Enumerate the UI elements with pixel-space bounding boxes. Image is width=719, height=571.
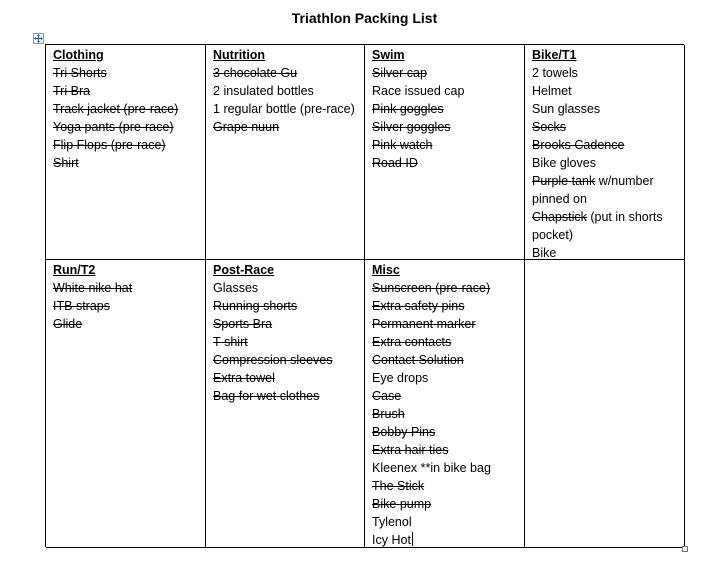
packing-item-text: Running shorts [213,299,298,313]
packing-item [372,441,520,459]
packing-item [213,118,360,136]
packing-item-text: Race issued cap [372,84,465,98]
table-cell[interactable] [365,45,525,260]
packing-item-text: Sun glasses [532,102,601,116]
packing-item [372,82,520,100]
packing-item [53,64,201,82]
packing-item-text: The Stick [372,479,425,493]
column-heading: Bike/T1 [532,48,577,62]
packing-item-text: Bike pump [372,497,432,511]
packing-item [53,154,201,172]
table-cell[interactable] [365,260,525,548]
packing-item [372,477,520,495]
spellcheck-word: Chapstick [532,210,587,224]
packing-item-text: Sunscreen (pre-race) [372,281,491,295]
table-cell[interactable] [525,45,685,260]
packing-item-text: Socks [532,120,567,134]
packing-item [53,100,201,118]
column-heading: Post-Race [213,263,275,277]
spellcheck-word: nike [88,281,112,295]
packing-item [532,118,680,136]
table-cell[interactable] [525,260,685,548]
packing-item [213,279,360,297]
packing-item [372,513,520,531]
packing-item-text: ITB straps [53,299,110,313]
column-heading: Misc [372,263,400,277]
packing-item [372,423,520,441]
column-heading: Clothing [53,48,104,62]
packing-item [53,136,201,154]
packing-item [53,297,201,315]
packing-item-text: Extra contacts [372,335,452,349]
packing-item-text: Silver goggles [372,120,451,134]
packing-item [372,118,520,136]
packing-item-text: Tri Shorts [53,66,107,80]
packing-item-text: Shirt [53,156,79,170]
packing-item [532,82,680,100]
packing-item [213,351,360,369]
packing-item-text: Tylenol [372,515,412,529]
packing-item-text: Glasses [213,281,259,295]
packing-item [213,297,360,315]
four-arrows-icon [34,34,43,43]
table-cell[interactable] [206,260,365,548]
packing-item [372,369,520,387]
packing-item-text: Glide [53,317,83,331]
packing-item [213,369,360,387]
packing-item-text: Sports Bra [213,317,273,331]
table-cell[interactable] [206,45,365,260]
packing-item-text: Purple tank [532,174,596,188]
packing-item-text: 2 towels [532,66,578,80]
packing-item-note: w/number pinned on [532,174,654,206]
column-heading: Swim [372,48,405,62]
packing-item-text: Kleenex **in bike bag [372,461,491,475]
packing-item-text: Grape nuun [213,120,280,134]
spellcheck-word: Gu [280,66,298,80]
packing-item-text: T-shirt [213,335,248,349]
packing-item [372,531,520,549]
packing-item-text: Extra safety pins [372,299,465,313]
packing-item [372,297,520,315]
packing-item [53,279,201,297]
packing-item-note: (put in shorts pocket) [532,210,663,242]
packing-item-text: Bike gloves [532,156,596,170]
packing-item-text: 3 chocolate Gu [213,66,298,80]
packing-item [372,405,520,423]
table-cell[interactable] [46,260,206,548]
packing-item [213,387,360,405]
packing-item [213,333,360,351]
packing-item-text [532,210,587,224]
packing-item-text: Tri Bra [53,84,91,98]
packing-item [532,64,680,82]
packing-item [372,279,520,297]
packing-item-text: Contact Solution [372,353,464,367]
packing-item [372,333,520,351]
packing-item [372,351,520,369]
packing-item [372,64,520,82]
packing-item [53,82,201,100]
packing-item [532,100,680,118]
column-heading: Run/T2 [53,263,96,277]
packing-item-text: Track jacket (pre-race) [53,102,179,116]
packing-item-text: Road ID [372,156,418,170]
packing-item-text: 2 insulated bottles [213,84,314,98]
packing-item-text: Bike [532,246,557,260]
packing-item-text: Flip Flops (pre-race) [53,138,166,152]
packing-table [45,44,684,547]
packing-item-text: Extra hair ties [372,443,449,457]
packing-item-text: Pink goggles [372,102,444,116]
spellcheck-word: nuun [251,120,280,134]
packing-item [532,208,680,244]
packing-item [372,136,520,154]
packing-item-text: Bag for wet clothes [213,389,320,403]
packing-item-text: Bobby Pins [372,425,436,439]
packing-item [532,136,680,154]
packing-item [372,459,520,477]
table-resize-handle[interactable] [682,546,688,552]
packing-item-text: Permanent marker [372,317,476,331]
packing-item-text: Compression sleeves [213,353,333,367]
packing-item [372,495,520,513]
packing-item-text: Brush [372,407,405,421]
packing-item [372,315,520,333]
column-heading: Nutrition [213,48,266,62]
packing-item [372,154,520,172]
packing-item-text: White nike hat [53,281,133,295]
packing-item-text: Yoga pants (pre-race) [53,120,174,134]
packing-item-text: Extra towel [213,371,275,385]
packing-item [213,82,360,100]
packing-item [53,118,201,136]
table-cell[interactable] [46,45,206,260]
packing-item [213,64,360,82]
packing-item-text: Pink watch [372,138,433,152]
packing-item [213,100,360,118]
document-title: Triathlon Packing List [291,10,438,26]
packing-item [53,315,201,333]
packing-item-text: Helmet [532,84,572,98]
packing-item-text: Eye drops [372,371,429,385]
packing-item-text: 1 regular bottle (pre-race) [213,102,355,116]
packing-item-text: Case [372,389,402,403]
packing-item [532,154,680,172]
packing-item [532,172,680,208]
packing-item [372,100,520,118]
packing-item-text: Brooks Cadence [532,138,625,152]
table-move-handle-icon[interactable] [33,33,44,44]
packing-item-text: Silver cap [372,66,427,80]
packing-item [213,315,360,333]
packing-item-text: Icy Hot [372,533,411,547]
packing-item [372,387,520,405]
text-cursor [412,532,413,546]
